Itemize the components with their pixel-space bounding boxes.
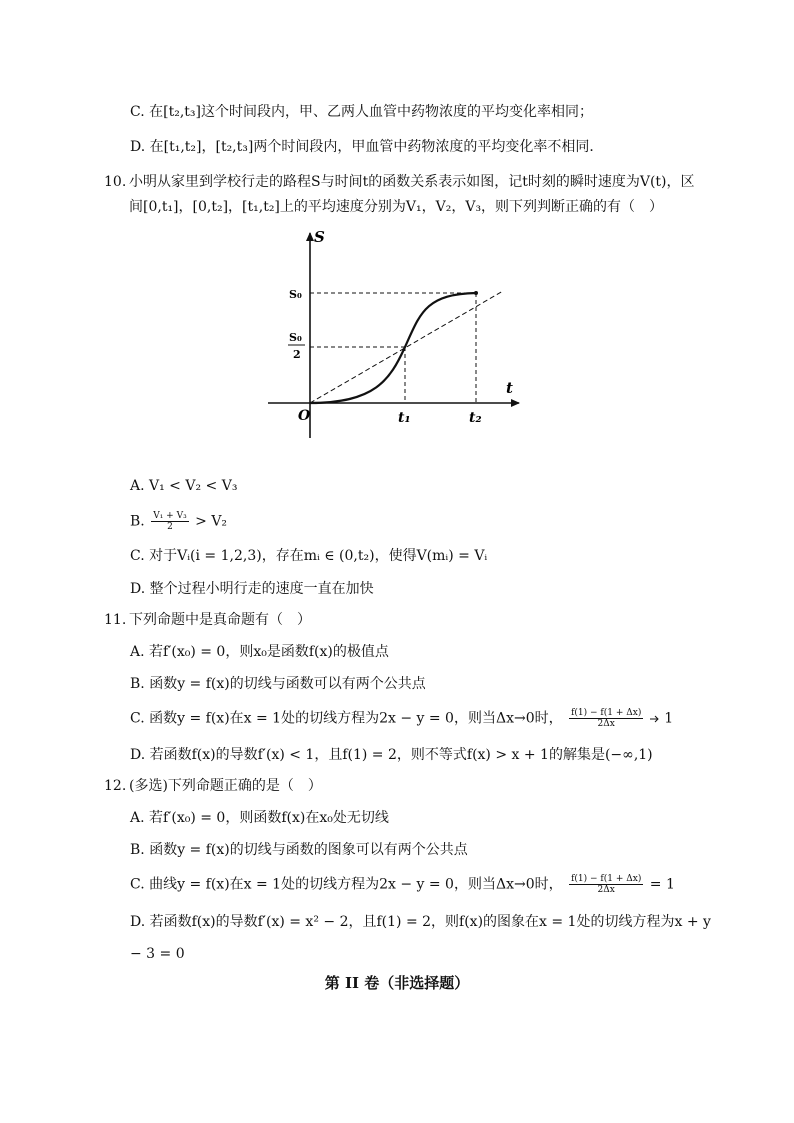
origin-label: O bbox=[298, 408, 311, 424]
t-axis-label: t bbox=[506, 379, 513, 397]
q10-option-b-den: 2 bbox=[167, 522, 173, 532]
q10-stem-line2: 间[0,t₁]，[0,t₂]，[t₁,t₂]上的平均速度分别为V₁，V₂，V₃，则下列判断正确的有（ ） bbox=[129, 199, 664, 215]
s-axis-label: S bbox=[314, 228, 325, 246]
q10-option-b-suffix: > V₂ bbox=[195, 513, 228, 530]
q12-option-a: A. 若f′(x₀) = 0，则函数f(x)在x₀处无切线 bbox=[130, 810, 389, 826]
half-s0-den: 2 bbox=[293, 348, 301, 361]
q11-stem: 下列命题中是真命题有（ ） bbox=[129, 612, 311, 628]
q12-option-c-suffix: = 1 bbox=[649, 876, 675, 893]
q10-option-a: A. V₁ < V₂ < V₃ bbox=[130, 478, 238, 494]
q11-option-c-den: 2Δx bbox=[597, 719, 615, 729]
q11-option-c-num: f(1) − f(1 + Δx) bbox=[571, 708, 642, 718]
q11-option-c-suffix: 1 bbox=[664, 710, 674, 727]
q10-stem-line1: 小明从家里到学校行走的路程S与时间t的函数关系表示如图，记t时刻的瞬时速度为V(t)，区 bbox=[129, 174, 695, 190]
end-point bbox=[474, 291, 478, 295]
q10-option-d: D. 整个过程小明行走的速度一直在加快 bbox=[130, 581, 374, 597]
limit-arrow-icon bbox=[650, 714, 660, 724]
q12-stem: (多选)下列命题正确的是（ ） bbox=[129, 778, 322, 794]
q12-option-c-fraction bbox=[569, 874, 643, 895]
q12-option-c bbox=[130, 874, 675, 895]
section-title: 第 II 卷（非选择题） bbox=[324, 974, 470, 992]
q10-option-b bbox=[130, 511, 227, 532]
q12-option-d-line1: D. 若函数f(x)的导数f′(x) = x² − 2，且f(1) = 2，则f(x)的图象在x = 1处的切线方程为x + y bbox=[130, 914, 711, 930]
q11-option-c-prefix: C. 函数y = f(x)在x = 1处的切线方程为2x − y = 0，则当Δx→0时， bbox=[130, 710, 563, 727]
q11-option-c-fraction bbox=[569, 708, 643, 729]
half-s0-num: S₀ bbox=[289, 331, 302, 344]
q10-number: 10. bbox=[104, 174, 127, 190]
q10-option-b-fraction bbox=[151, 511, 188, 532]
q12-option-d-line2: − 3 = 0 bbox=[130, 946, 185, 962]
t1-label: t₁ bbox=[398, 410, 411, 426]
s0-label: S₀ bbox=[289, 288, 302, 301]
distance-curve bbox=[310, 293, 476, 403]
q11-option-b: B. 函数y = f(x)的切线与函数可以有两个公共点 bbox=[130, 676, 426, 692]
q11-option-d: D. 若函数f(x)的导数f′(x) < 1，且f(1) = 2，则不等式f(x) > x + 1的解集是(−∞,1) bbox=[130, 747, 653, 763]
q11-option-c bbox=[130, 708, 673, 729]
q10-option-c: C. 对于Vᵢ(i = 1,2,3)，存在mᵢ ∈ (0,t₂)，使得V(mᵢ) = Vᵢ bbox=[130, 548, 488, 564]
q10-option-b-num: V₁ + V₃ bbox=[153, 511, 187, 521]
q12-number: 12. bbox=[104, 778, 127, 794]
q12-option-b: B. 函数y = f(x)的切线与函数的图象可以有两个公共点 bbox=[130, 842, 468, 858]
q12-option-c-den: 2Δx bbox=[597, 885, 615, 895]
q10-option-b-prefix: B. bbox=[130, 513, 145, 530]
q9-option-d: D. 在[t₁,t₂]，[t₂,t₃]两个时间段内，甲血管中药物浓度的平均变化率不相同． bbox=[130, 139, 604, 155]
secant-line bbox=[310, 291, 503, 403]
q11-option-a: A. 若f′(x₀) = 0，则x₀是函数f(x)的极值点 bbox=[130, 644, 389, 660]
q12-option-c-num: f(1) − f(1 + Δx) bbox=[571, 874, 642, 884]
q9-option-c: C. 在[t₂,t₃]这个时间段内，甲、乙两人血管中药物浓度的平均变化率相同； bbox=[130, 104, 593, 120]
t2-label: t₂ bbox=[469, 410, 482, 426]
q12-option-c-prefix: C. 曲线y = f(x)在x = 1处的切线方程为2x − y = 0，则当Δx→0时， bbox=[130, 876, 563, 893]
q11-number: 11. bbox=[104, 612, 127, 628]
